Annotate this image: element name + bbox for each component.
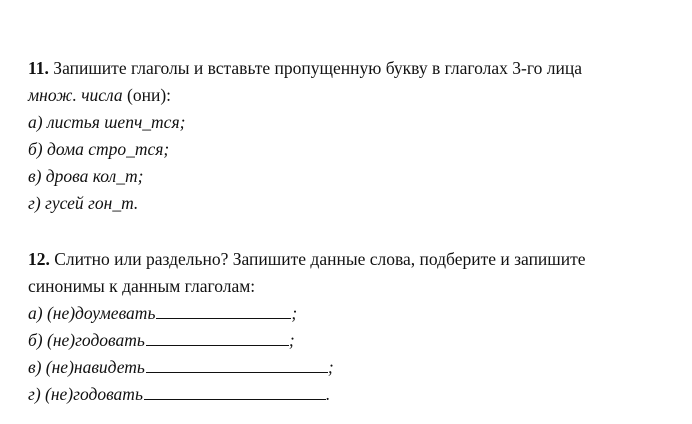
task-11-item-a: а) листья шепч_тся;: [28, 112, 186, 132]
task-12-number: 12.: [28, 249, 50, 269]
task-12: [28, 246, 668, 408]
task-12-instruction-line2: синонимы к данным глаголам:: [28, 276, 256, 296]
task-12-instruction-text: Слитно или раздельно? Запишите данные слова, подберите и запишите: [54, 249, 586, 269]
task-12-item-a: [28, 300, 668, 327]
task-12-item-a-text: а) (не)доумевать: [28, 303, 156, 323]
task-11-instruction-rest: (они):: [122, 85, 172, 105]
task-12-item-c-end: ;: [327, 357, 334, 377]
task-12-item-d: [28, 381, 668, 408]
task-11-instruction-line1: [28, 55, 668, 82]
task-12-item-b-text: б) (не)годовать: [28, 330, 145, 350]
task-12-item-c: [28, 354, 668, 381]
task-11-item-b: б) дома стро_тся;: [28, 139, 170, 159]
task-11-number: 11.: [28, 58, 49, 78]
answer-blank: [146, 331, 289, 346]
answer-blank: [156, 304, 291, 319]
task-12-instruction-line1: [28, 246, 668, 273]
task-12-item-b-end: ;: [288, 330, 295, 350]
task-11: [28, 55, 668, 217]
task-11-instruction-italic: множ. числа: [28, 85, 123, 105]
answer-blank: [146, 358, 328, 373]
task-11-item-d: г) гусей гон_т.: [28, 193, 139, 213]
task-12-item-b: [28, 327, 668, 354]
task-12-item-d-text: г) (не)годовать: [28, 384, 143, 404]
task-12-item-a-end: ;: [291, 303, 298, 323]
task-11-instruction-text: Запишите глаголы и вставьте пропущенную букву в глаголах 3-го лица: [53, 58, 582, 78]
task-12-item-c-text: в) (не)навидеть: [28, 357, 145, 377]
task-11-instruction-line2: [28, 82, 668, 109]
task-11-item-c: в) дрова кол_т;: [28, 166, 144, 186]
task-12-item-d-end: .: [325, 384, 331, 404]
answer-blank: [144, 385, 326, 400]
